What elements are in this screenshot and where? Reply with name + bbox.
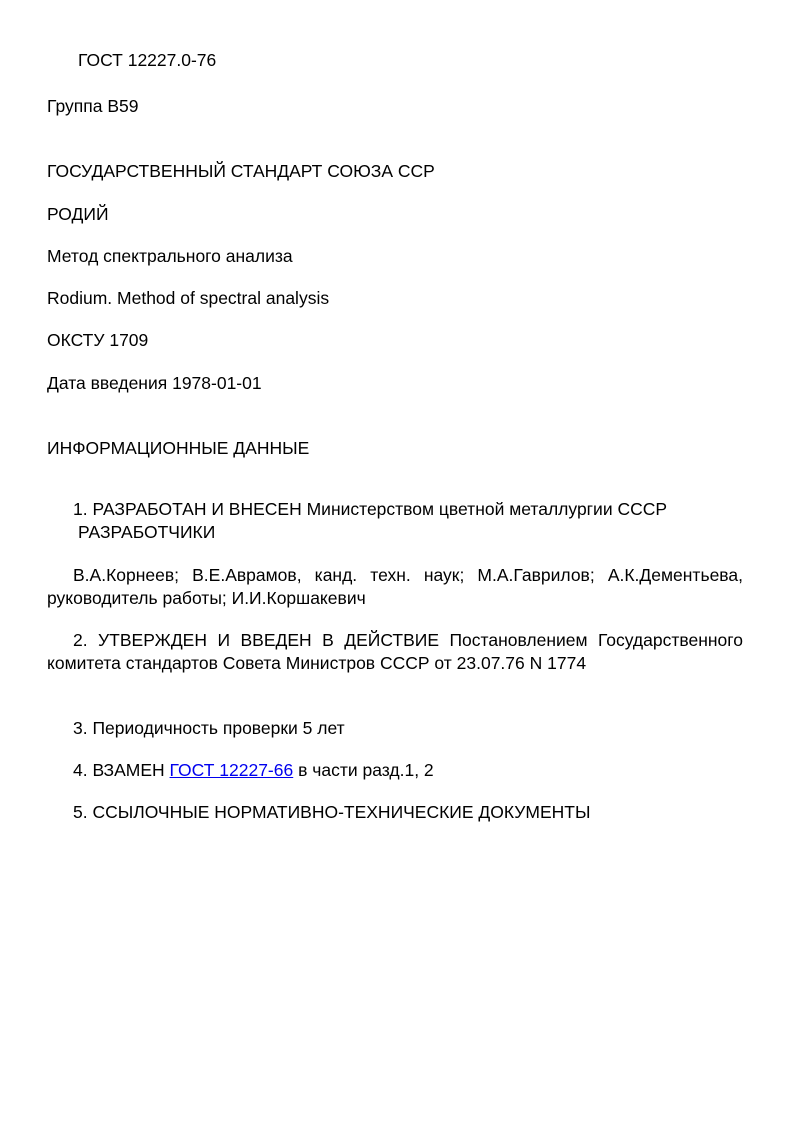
doc-number: ГОСТ 12227.0-76 (78, 50, 217, 70)
info-item-1-developers-label: РАЗРАБОТЧИКИ (78, 522, 216, 542)
method-title-en: Rodium. Method of spectral analysis (47, 288, 330, 308)
standard-type: ГОСУДАРСТВЕННЫЙ СТАНДАРТ СОЮЗА ССР (47, 161, 435, 181)
okstu-code: ОКСТУ 1709 (47, 330, 149, 350)
info-item-4 (73, 759, 434, 781)
info-item-5: 5. ССЫЛОЧНЫЕ НОРМАТИВНО-ТЕХНИЧЕСКИЕ ДОКУМЕНТЫ (73, 802, 591, 822)
developers-list: В.А.Корнеев; В.Е.Аврамов, канд. техн. наук; М.А.Гаврилов; А.К.Дементьева, руководитель работы; И.И.Коршакевич (47, 565, 743, 608)
info-heading: ИНФОРМАЦИОННЫЕ ДАННЫЕ (47, 438, 310, 458)
info-item-3: 3. Периодичность проверки 5 лет (73, 718, 345, 738)
method-title-ru: Метод спектрального анализа (47, 246, 293, 266)
info-item-4-prefix: 4. ВЗАМЕН (73, 760, 170, 780)
doc-subject: РОДИЙ (47, 204, 109, 224)
replaced-standard-link[interactable]: ГОСТ 12227-66 (169, 760, 294, 780)
doc-group: Группа В59 (47, 96, 139, 116)
intro-date: Дата введения 1978-01-01 (47, 373, 262, 393)
info-item-4-suffix: в части разд.1, 2 (293, 760, 434, 780)
info-item-1: 1. РАЗРАБОТАН И ВНЕСЕН Министерством цветной металлургии СССР (73, 499, 668, 519)
info-item-2: 2. УТВЕРЖДЕН И ВВЕДЕН В ДЕЙСТВИЕ Постановлением Государственного комитета стандартов Совета Министров СССР от 23.07.76 N 1774 (47, 630, 743, 673)
